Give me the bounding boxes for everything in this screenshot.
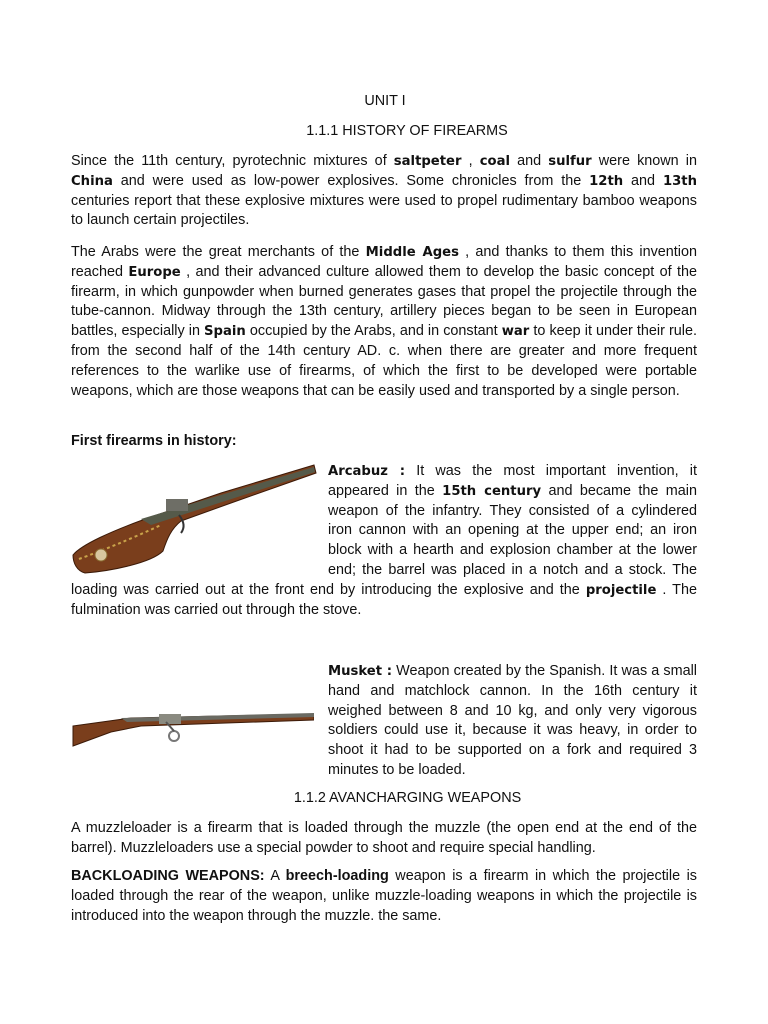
text: were known in [591,153,697,169]
paragraph-backloading [71,867,697,926]
text: Weapon created by the Spanish. It was a small hand and matchlock cannon. In the 16th century it weighed between 8 and 10 kg, and only very vigorous soldiers could use it, because it was heavy, in order to shoot it had to be supported on a fork and required 3 minutes to be loaded. [328,663,697,778]
paragraph-muzzleloader: A muzzleloader is a firearm that is loaded through the muzzle (the open end at the end of the barrel). Muzzleloaders use a special powder to shoot and require special handling. [71,820,697,856]
keyword: China [71,173,113,189]
text: weapon is a firearm in which the projectile is loaded through the rear of the weapon, unlike muzzle-loading weapons in which the projectile is introduced into the weapon through the muzzle. the same. [71,868,697,924]
keyword: Middle Ages [365,245,459,260]
term-musket: Musket : [328,664,393,679]
keyword: Europe [128,264,181,280]
keyword: projectile [585,582,657,598]
text: and were used as low-power explosives. Some chronicles from the [112,172,590,189]
keyword: breech-loading [285,868,389,884]
text: Since the 11th century, pyrotechnic mixtures of [71,153,394,169]
keyword: saltpeter [393,154,462,169]
section-title-history: 1.1.1 HISTORY OF FIREARMS [306,123,508,139]
musket-image [71,700,314,748]
text: A [264,868,286,884]
paragraph-origins [71,152,697,231]
text: and [510,153,549,169]
arcabuz-description [71,462,697,620]
text: occupied by the Arabs, and in constant [245,323,502,340]
keyword: 15th century [442,483,542,499]
unit-title: UNIT I [364,93,406,109]
section-title-avancharging: 1.1.2 AVANCHARGING WEAPONS [293,790,522,806]
keyword: sulfur [548,154,592,169]
text: , and thanks to them this invention reached [71,244,697,280]
musket-description [328,662,697,781]
backloading-label: BACKLOADING WEAPONS: [71,868,265,884]
text: . The fulmination was carried out through the stove. [71,581,697,618]
keyword: 13th [662,173,697,189]
keyword: 12th [589,173,624,189]
text: centuries report that these explosive mixtures were used to propel rudimentary bamboo weapons to launch certain projectiles. [71,192,697,229]
text: The Arabs were the great merchants of the [71,244,366,260]
keyword: coal [479,154,511,169]
keyword: war [501,324,530,340]
first-firearms-heading: First firearms in history: [71,433,237,449]
term-arcabuz: Arcabuz : [328,464,405,479]
keyword: Spain [204,324,246,340]
image-spacer [71,462,328,579]
text: to keep it under their rule. from the second half of the 14th century AD. c. when there are greater and more frequent references to the warlike use of firearms, of which the first to be developed were portable weapons, which are those weapons that can be easily used and transported by a single person. [71,323,698,399]
text: It was the most important invention, it appeared in the [328,463,697,499]
musket-illustration [71,700,314,748]
text: , [461,153,480,169]
paragraph-arabs [71,243,697,401]
text: and [623,172,663,189]
text: , and their advanced culture allowed them to develop the basic concept of the firearm, in which gunpowder when burned generates gases that propel the projectile through the tube-cannon. Midway through the 13th century, artillery pieces began to be seen in European battles, especially in [71,263,697,340]
text: and became the main weapon of the infantry. They consisted of a cylindered iron cannon with an opening at the upper end; an iron block with a hearth and explosion chamber at the lower end; the barrel was placed in a notch and a stock. The loading was carried out at the front end by introducing the explosive and the [71,482,697,598]
